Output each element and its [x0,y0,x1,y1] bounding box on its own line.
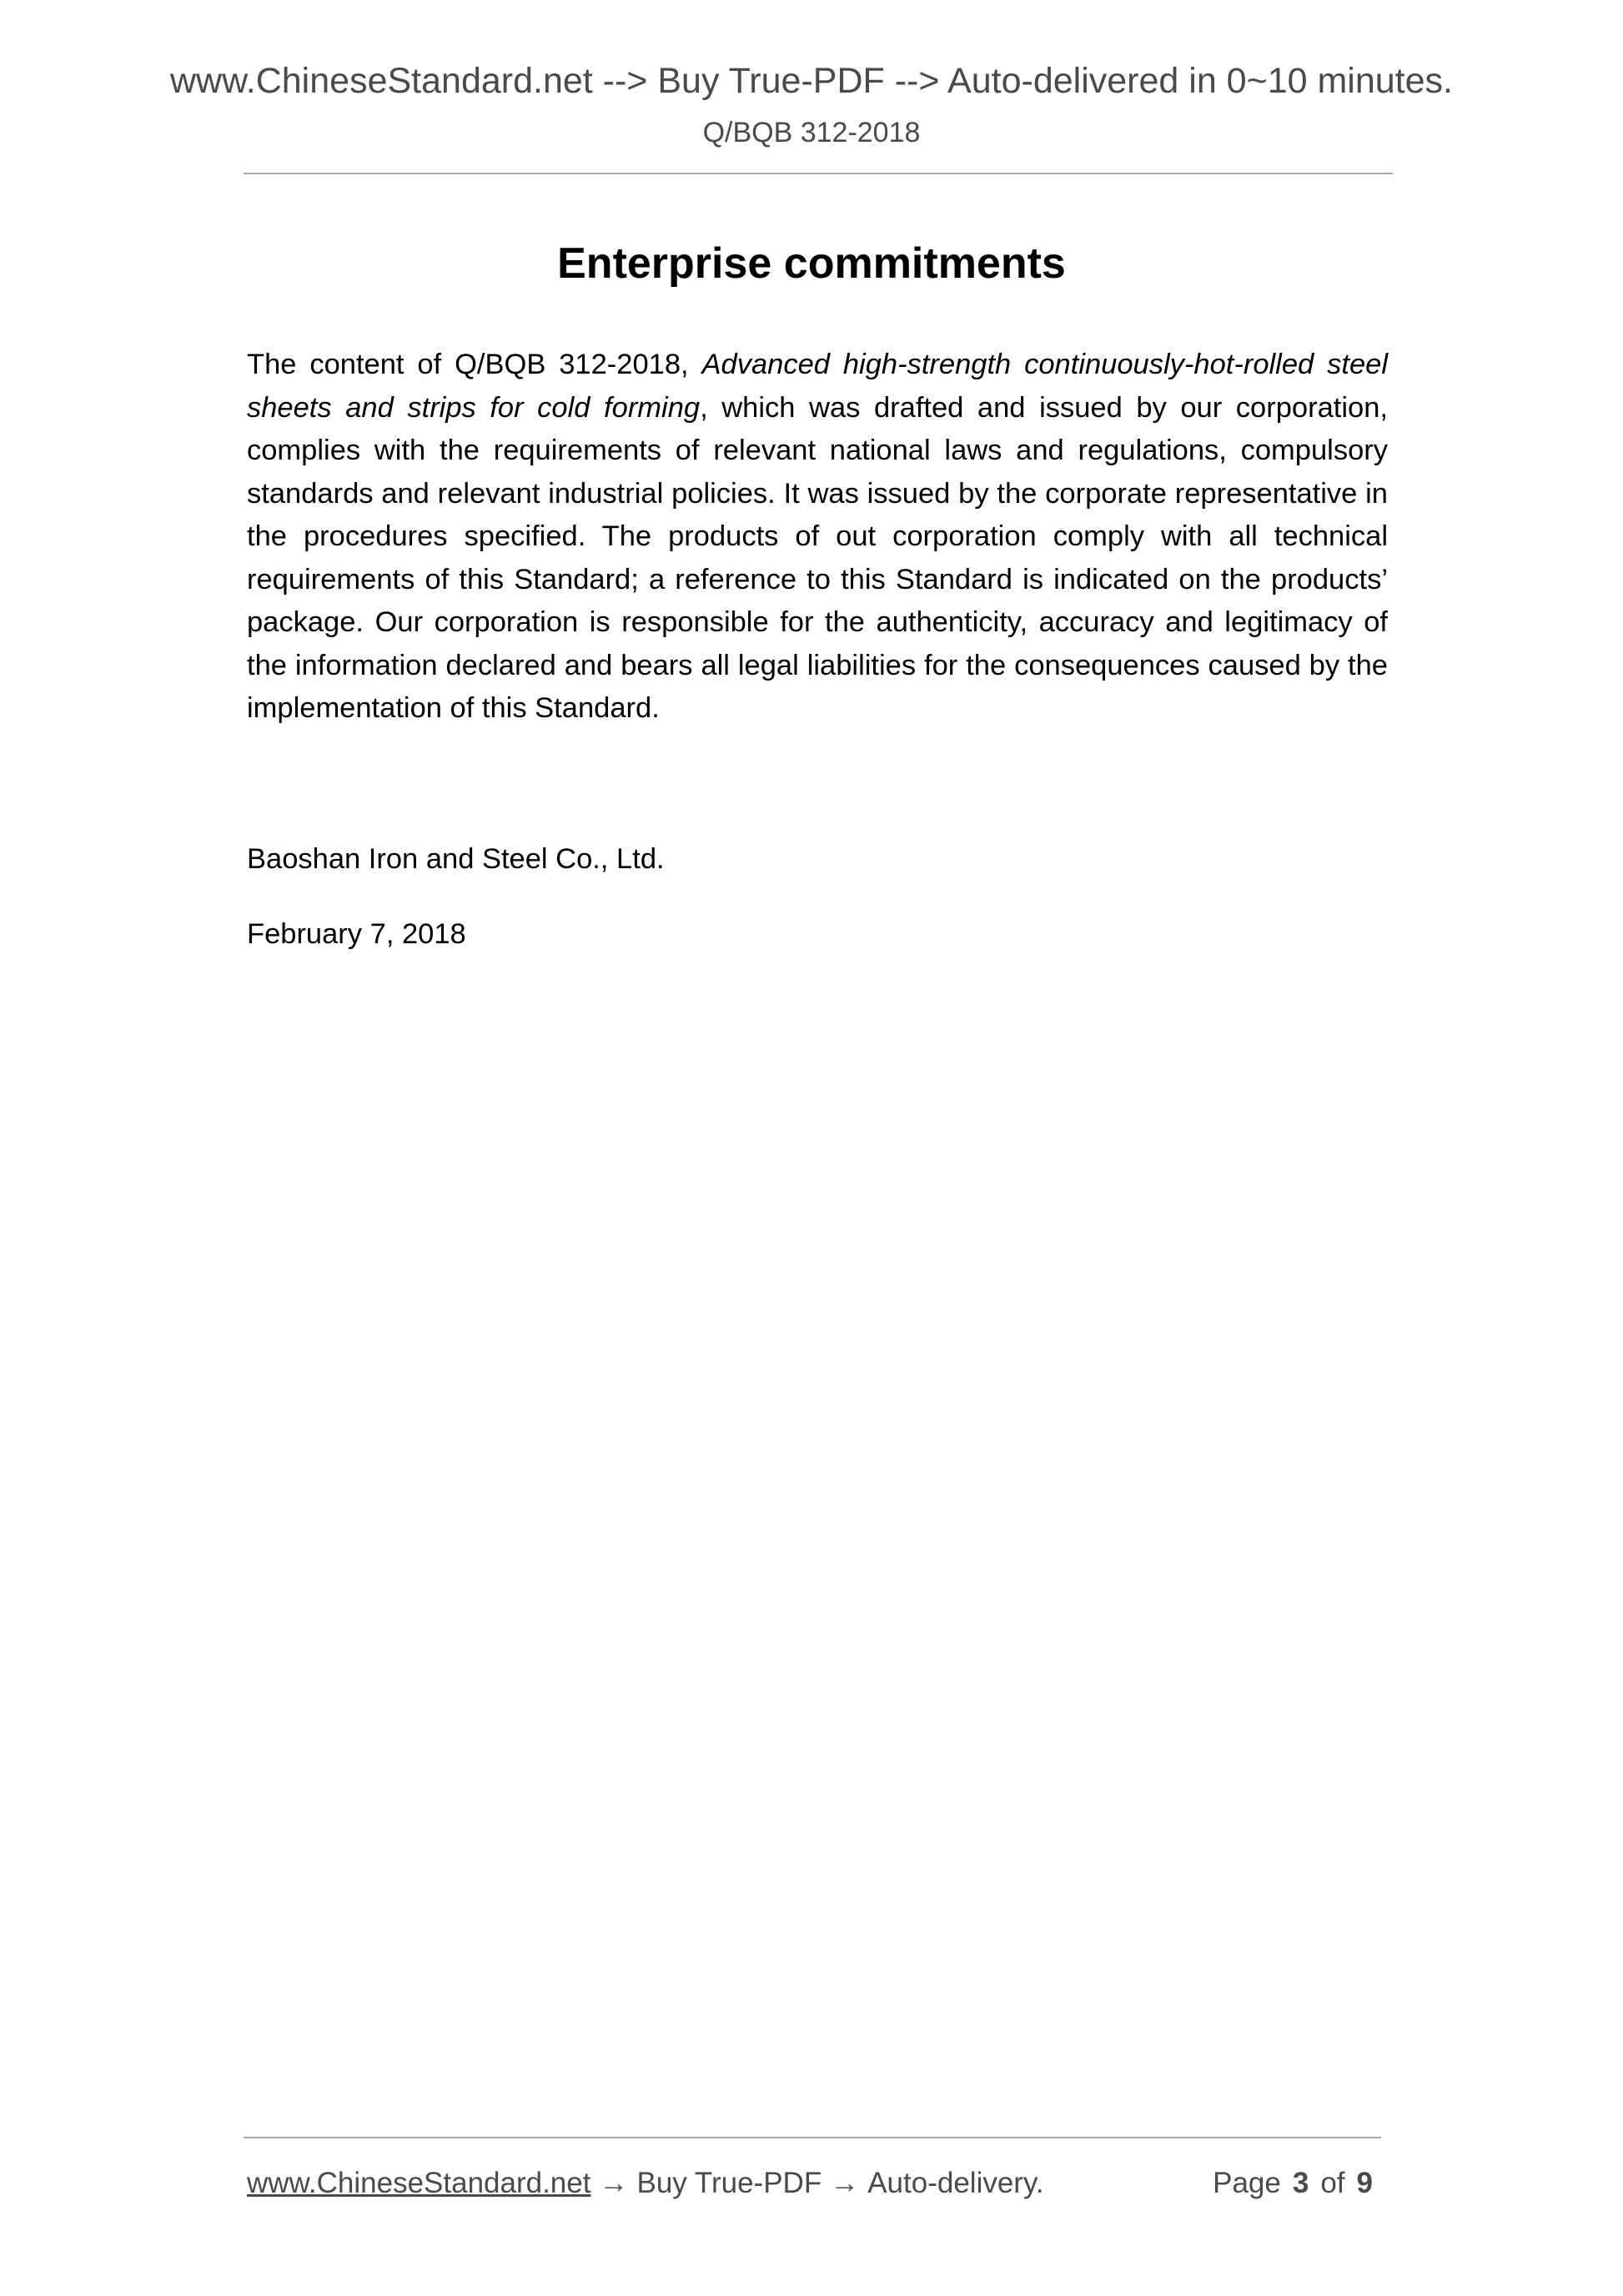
issue-date: February 7, 2018 [247,918,466,950]
arrow-right-icon: → [599,2167,629,2199]
page-current: 3 [1292,2167,1309,2199]
banner-text: www.ChineseStandard.net --> Buy True-PDF --> Auto-delivered in 0~10 minutes. [169,61,1453,101]
arrow-right-icon: → [830,2167,860,2199]
page-total: 9 [1356,2167,1373,2199]
paragraph-rest: , which was drafted and issued by our corporation, complies with the requirements of relevant national laws and regulations, compulsory standards and relevant industrial policies. It was issued by the corporate representative in the procedures specified. The products of out corporation comply with all technical requirements of this Standard; a reference to this Standard is indicated on the products’ package. Our corporation is responsible for the authenticity, accuracy and legitimacy of the information declared and bears all legal liabilities for the consequences caused by the implementation of this Standard. [247,391,1388,724]
document-code: Q/BQB 312-2018 [702,117,921,148]
buy-pdf-text: Buy True-PDF [636,2167,822,2199]
commitment-paragraph [247,344,1388,731]
auto-delivery-text: Auto-delivery. [867,2167,1044,2199]
footer-divider [244,2137,1381,2138]
footer-links [247,2163,1044,2203]
paragraph-lead: The content of Q/BQB 312-2018, [247,349,702,380]
page-label: Page [1213,2167,1281,2199]
page-footer [247,2163,1384,2203]
site-link[interactable]: www.ChineseStandard.net [247,2167,591,2199]
page-of-label: of [1320,2167,1345,2199]
company-name: Baoshan Iron and Steel Co., Ltd. [247,843,665,875]
page-number [1213,2163,1373,2203]
standard-name: Advanced high-strength continuously-hot-rolled steel sheets and strips for cold forming [247,349,1388,424]
page-title: Enterprise commitments [557,239,1066,288]
header-divider [244,173,1393,174]
